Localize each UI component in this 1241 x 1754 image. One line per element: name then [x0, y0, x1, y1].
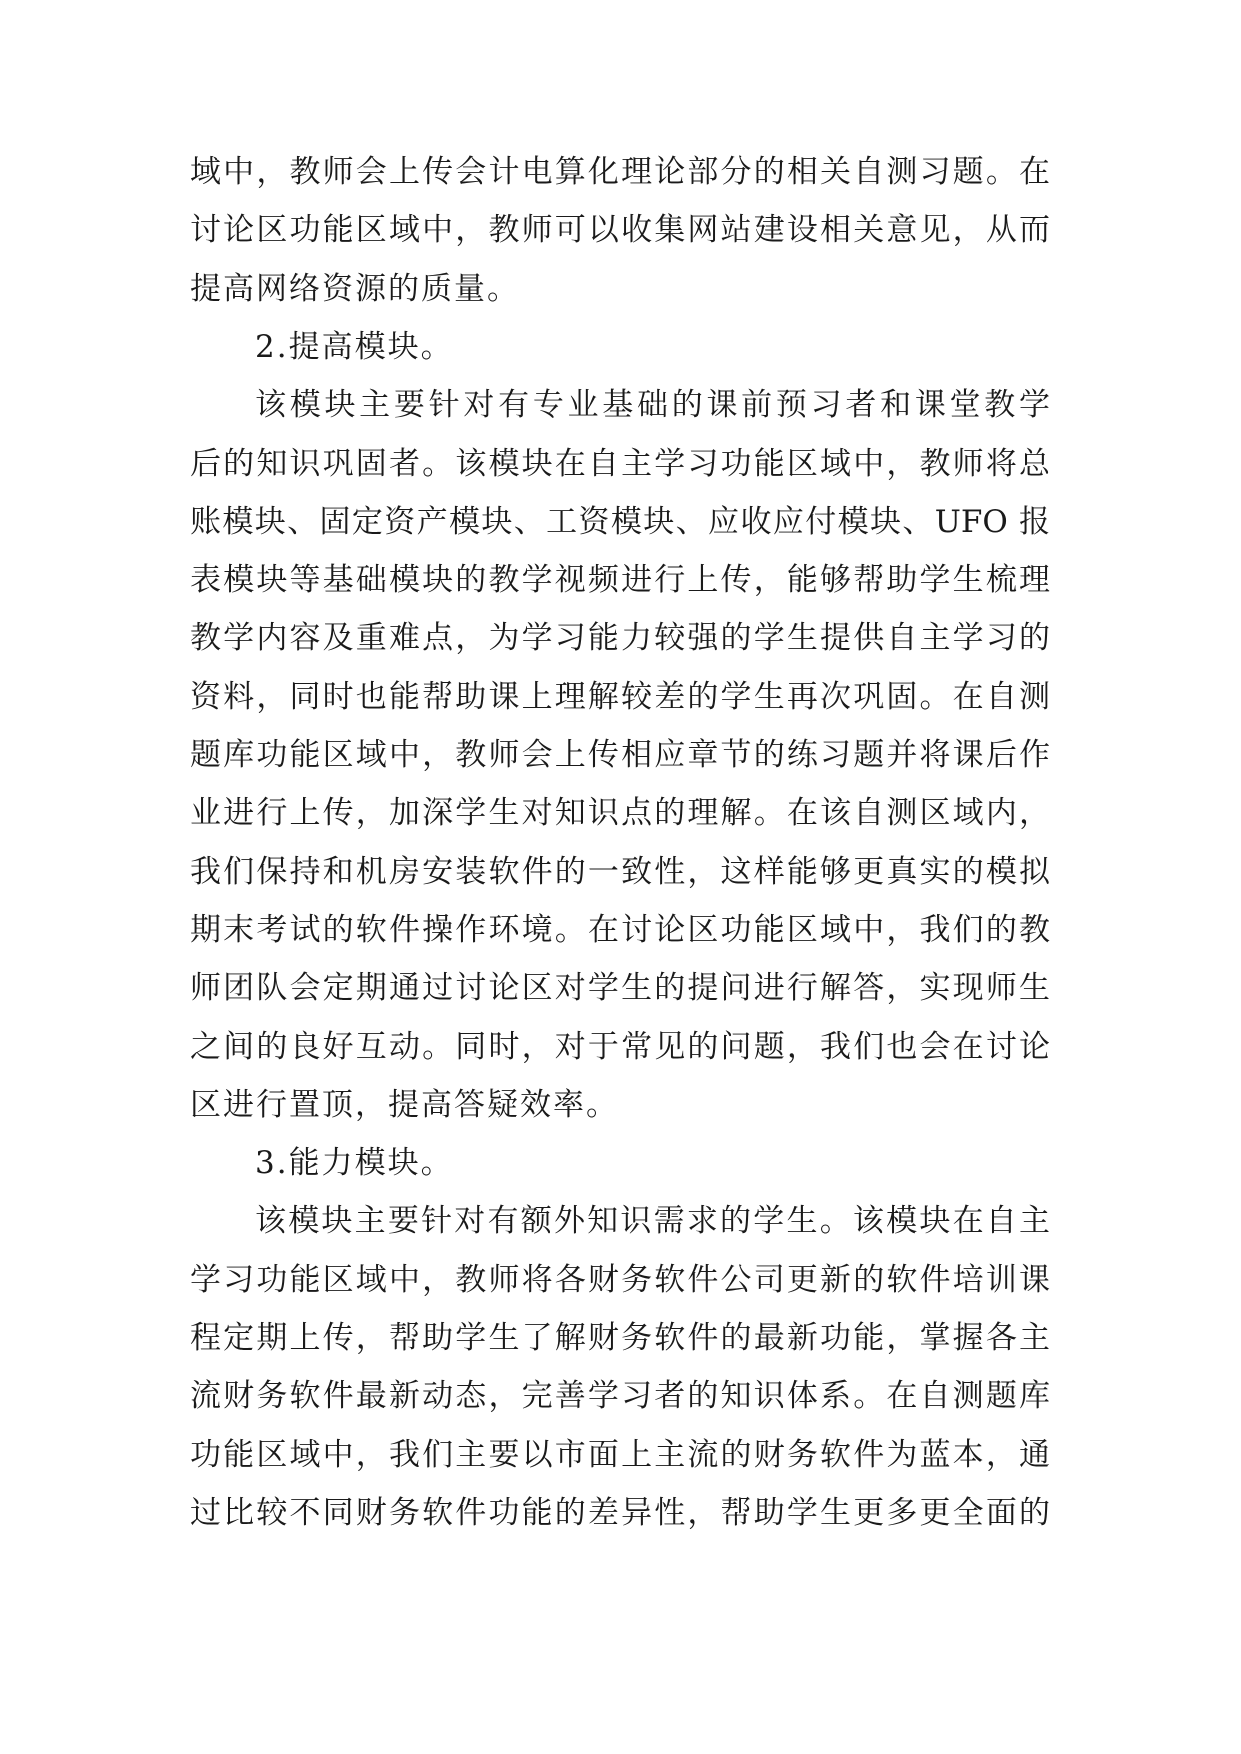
text-line: 教学内容及重难点，为学习能力较强的学生提供自主学习的 — [190, 620, 1050, 657]
text-line: 功能区域中，我们主要以市面上主流的财务软件为蓝本，通 — [190, 1436, 1050, 1473]
text-line: 学习功能区域中，教师将各财务软件公司更新的软件培训课 — [190, 1261, 1050, 1298]
text-line: 区进行置顶，提高答疑效率。 — [190, 1086, 619, 1123]
text-line: 后的知识巩固者。该模块在自主学习功能区域中，教师将总 — [190, 445, 1050, 482]
text-line: 表模块等基础模块的教学视频进行上传，能够帮助学生梳理 — [190, 562, 1050, 599]
text-line: 过比较不同财务软件功能的差异性，帮助学生更多更全面的 — [190, 1494, 1050, 1531]
text-line: 我们保持和机房安装软件的一致性，这样能够更真实的模拟 — [190, 853, 1050, 890]
text-line: 域中，教师会上传会计电算化理论部分的相关自测习题。在 — [190, 154, 1050, 190]
text-line: 讨论区功能区域中，教师可以收集网站建设相关意见，从而 — [190, 212, 1050, 249]
text-line: 流财务软件最新动态，完善学习者的知识体系。在自测题库 — [190, 1378, 1050, 1415]
paragraph-start-line: 该模块主要针对有专业基础的课前预习者和课堂教学 — [255, 387, 1050, 424]
text-line: 业进行上传，加深学生对知识点的理解。在该自测区域内， — [190, 795, 1050, 832]
text-line: 提高网络资源的质量。 — [190, 270, 520, 307]
text-line: 师团队会定期通过讨论区对学生的提问进行解答，实现师生 — [190, 970, 1050, 1007]
text-line: 账模块、固定资产模块、工资模块、应收应付模块、UFO 报 — [190, 503, 1050, 540]
text-line: 期末考试的软件操作环境。在讨论区功能区域中，我们的教 — [190, 911, 1050, 948]
paragraph-start-line: 3.能力模块。 — [255, 1145, 454, 1182]
text-line: 资料，同时也能帮助课上理解较差的学生再次巩固。在自测 — [190, 678, 1050, 715]
text-line: 程定期上传，帮助学生了解财务软件的最新功能，掌握各主 — [190, 1320, 1050, 1356]
paragraph-start-line: 该模块主要针对有额外知识需求的学生。该模块在自主 — [255, 1203, 1050, 1240]
text-line: 之间的良好互动。同时，对于常见的问题，我们也会在讨论 — [190, 1028, 1050, 1065]
paragraph-start-line: 2.提高模块。 — [255, 328, 454, 365]
text-line: 题库功能区域中，教师会上传相应章节的练习题并将课后作 — [190, 737, 1050, 773]
